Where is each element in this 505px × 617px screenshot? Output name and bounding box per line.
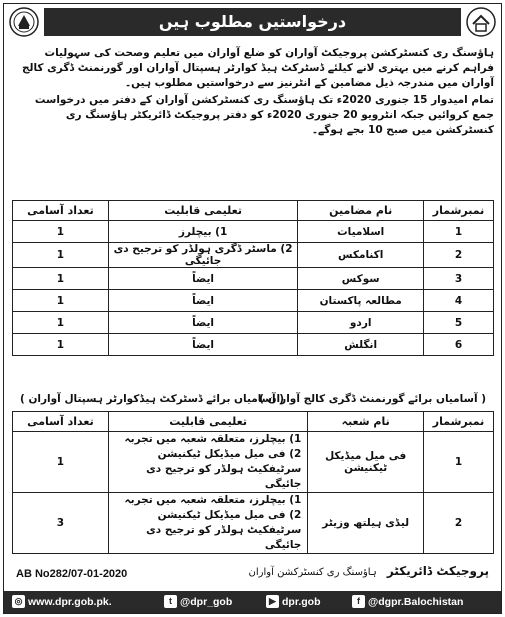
qualification-cell: ایضاً <box>108 290 298 312</box>
intro-paragraph-2: تمام امیدوار 15 جنوری 2020ء تک ہاؤسنگ ری کنسٹرکشن آواران کے دفتر میں درخواست جمع کروائیں جبکہ انٹرویو 20 جنوری 2020ء کو دفتر پروجیکٹ ڈائریکٹر ہاؤسنگ ری کنسٹرکشن میں صبح 10 بجے ہوگے۔ <box>34 94 494 136</box>
footer-youtube[interactable] <box>266 595 321 608</box>
youtube-icon: ▶ <box>266 595 279 608</box>
footer-website[interactable] <box>12 595 112 608</box>
qualification-line-2: 2) فی میل میڈیکل ٹیکنیشن سرٹیفکیٹ ہولڈر کو ترجیح دی جائیگی <box>146 509 302 551</box>
serial-cell: 2 <box>424 493 494 554</box>
subject-cell: سوکس <box>298 268 424 290</box>
subject-cell: اکنامکس <box>298 243 424 268</box>
footer-twitter[interactable] <box>164 595 232 608</box>
serial-cell: 1 <box>424 221 494 243</box>
count-cell: 1 <box>13 432 109 493</box>
qualification-cell <box>108 432 308 493</box>
college-section-label: ( آسامیاں برائے گورنمنٹ ڈگری کالج آواران ) <box>259 393 486 405</box>
youtube-text: dpr.gob <box>282 595 321 608</box>
globe-icon: ◎ <box>12 595 25 608</box>
college-posts-table <box>12 200 494 356</box>
header-count: تعداد آسامی <box>13 412 109 432</box>
hospital-section-label: ( آسامیاں برائے ڈسٹرکٹ ہیڈکوارٹر ہسپتال آواران ) <box>20 393 285 405</box>
qualification-cell: 2) ماسٹر ڈگری ہولڈر کو ترجیح دی جائیگی <box>108 243 298 268</box>
table-row <box>13 268 494 290</box>
signature-subtitle: ہاؤسنگ ری کنسٹرکشن آواران <box>248 567 377 578</box>
serial-cell: 3 <box>424 268 494 290</box>
qualification-cell <box>108 493 308 554</box>
subject-cell: اسلامیات <box>298 221 424 243</box>
table-row <box>13 334 494 356</box>
footer-facebook[interactable] <box>352 595 463 608</box>
footer <box>4 591 501 613</box>
serial-cell: 4 <box>424 290 494 312</box>
serial-cell: 5 <box>424 312 494 334</box>
count-cell: 1 <box>13 312 109 334</box>
count-cell: 1 <box>13 243 109 268</box>
signature-block <box>249 564 489 578</box>
table-row <box>13 243 494 268</box>
department-cell: فی میل میڈیکل ٹیکنیشن <box>308 432 424 493</box>
intro-text <box>12 46 494 140</box>
subject-cell: انگلش <box>298 334 424 356</box>
subject-cell: مطالعہ پاکستان <box>298 290 424 312</box>
count-cell: 1 <box>13 334 109 356</box>
header-serial: نمبرشمار <box>424 201 494 221</box>
qualification-line-1: 1) بیچلرز، متعلقہ شعبہ میں تجربہ <box>124 433 302 445</box>
table-header-row <box>13 201 494 221</box>
facebook-icon: f <box>352 595 365 608</box>
page-title: درخواستیں مطلوب ہیں <box>44 8 461 36</box>
website-text: www.dpr.gob.pk. <box>28 595 112 608</box>
signature-title: پروجیکٹ ڈائریکٹر <box>386 564 489 578</box>
subject-cell: اردو <box>298 312 424 334</box>
government-emblem-icon <box>8 6 40 38</box>
table-row <box>13 312 494 334</box>
twitter-text: @dpr_gob <box>180 595 233 608</box>
qualification-line-1: 1) بیچلرز، متعلقہ شعبہ میں تجربہ <box>124 494 302 506</box>
facebook-text: @dgpr.Balochistan <box>368 595 464 608</box>
table-row <box>13 221 494 243</box>
header-serial: نمبرشمار <box>424 412 494 432</box>
count-cell: 1 <box>13 290 109 312</box>
twitter-icon: t <box>164 595 177 608</box>
header <box>4 4 501 42</box>
table-row <box>13 290 494 312</box>
advertisement-page <box>3 3 502 614</box>
header-qualification: تعلیمی قابلیت <box>108 412 308 432</box>
housing-project-logo-icon <box>465 6 497 38</box>
qualification-line-2: 2) فی میل میڈیکل ٹیکنیشن سرٹیفکیٹ ہولڈر کو ترجیح دی جائیگی <box>146 448 302 490</box>
count-cell: 3 <box>13 493 109 554</box>
qualification-cell: ایضاً <box>108 334 298 356</box>
serial-cell: 2 <box>424 243 494 268</box>
table-row <box>13 493 494 554</box>
table-row <box>13 432 494 493</box>
serial-cell: 6 <box>424 334 494 356</box>
qualification-cell: ایضاً <box>108 312 298 334</box>
header-subject: نام مضامین <box>298 201 424 221</box>
ab-number: AB No282/07-01-2020 <box>16 568 128 580</box>
qualification-cell: ایضاً <box>108 268 298 290</box>
serial-cell: 1 <box>424 432 494 493</box>
count-cell: 1 <box>13 268 109 290</box>
section-labels <box>14 391 492 411</box>
intro-paragraph-1: ہاؤسنگ ری کنسٹرکشن پروجیکٹ آواران کو ضلع آواران میں تعلیم وصحت کی سہولیات فراہم کرنے میں بہتری لانے کیلئے ڈسٹرکٹ ہیڈ کوارٹر ہسپتال آواران اور گورنمنٹ ڈگری کالج آواران میں مندرجہ ذیل مضامین کے انٹرنیز سے درخواستیں مطلوب ہیں۔ <box>21 47 494 89</box>
header-count: تعداد آسامی <box>13 201 109 221</box>
department-cell: لیڈی ہیلتھ وزیٹر <box>308 493 424 554</box>
header-qualification: تعلیمی قابلیت <box>108 201 298 221</box>
hospital-posts-table <box>12 411 494 554</box>
qualification-cell: 1) بیچلرز <box>108 221 298 243</box>
count-cell: 1 <box>13 221 109 243</box>
header-department: نام شعبہ <box>308 412 424 432</box>
table-header-row <box>13 412 494 432</box>
